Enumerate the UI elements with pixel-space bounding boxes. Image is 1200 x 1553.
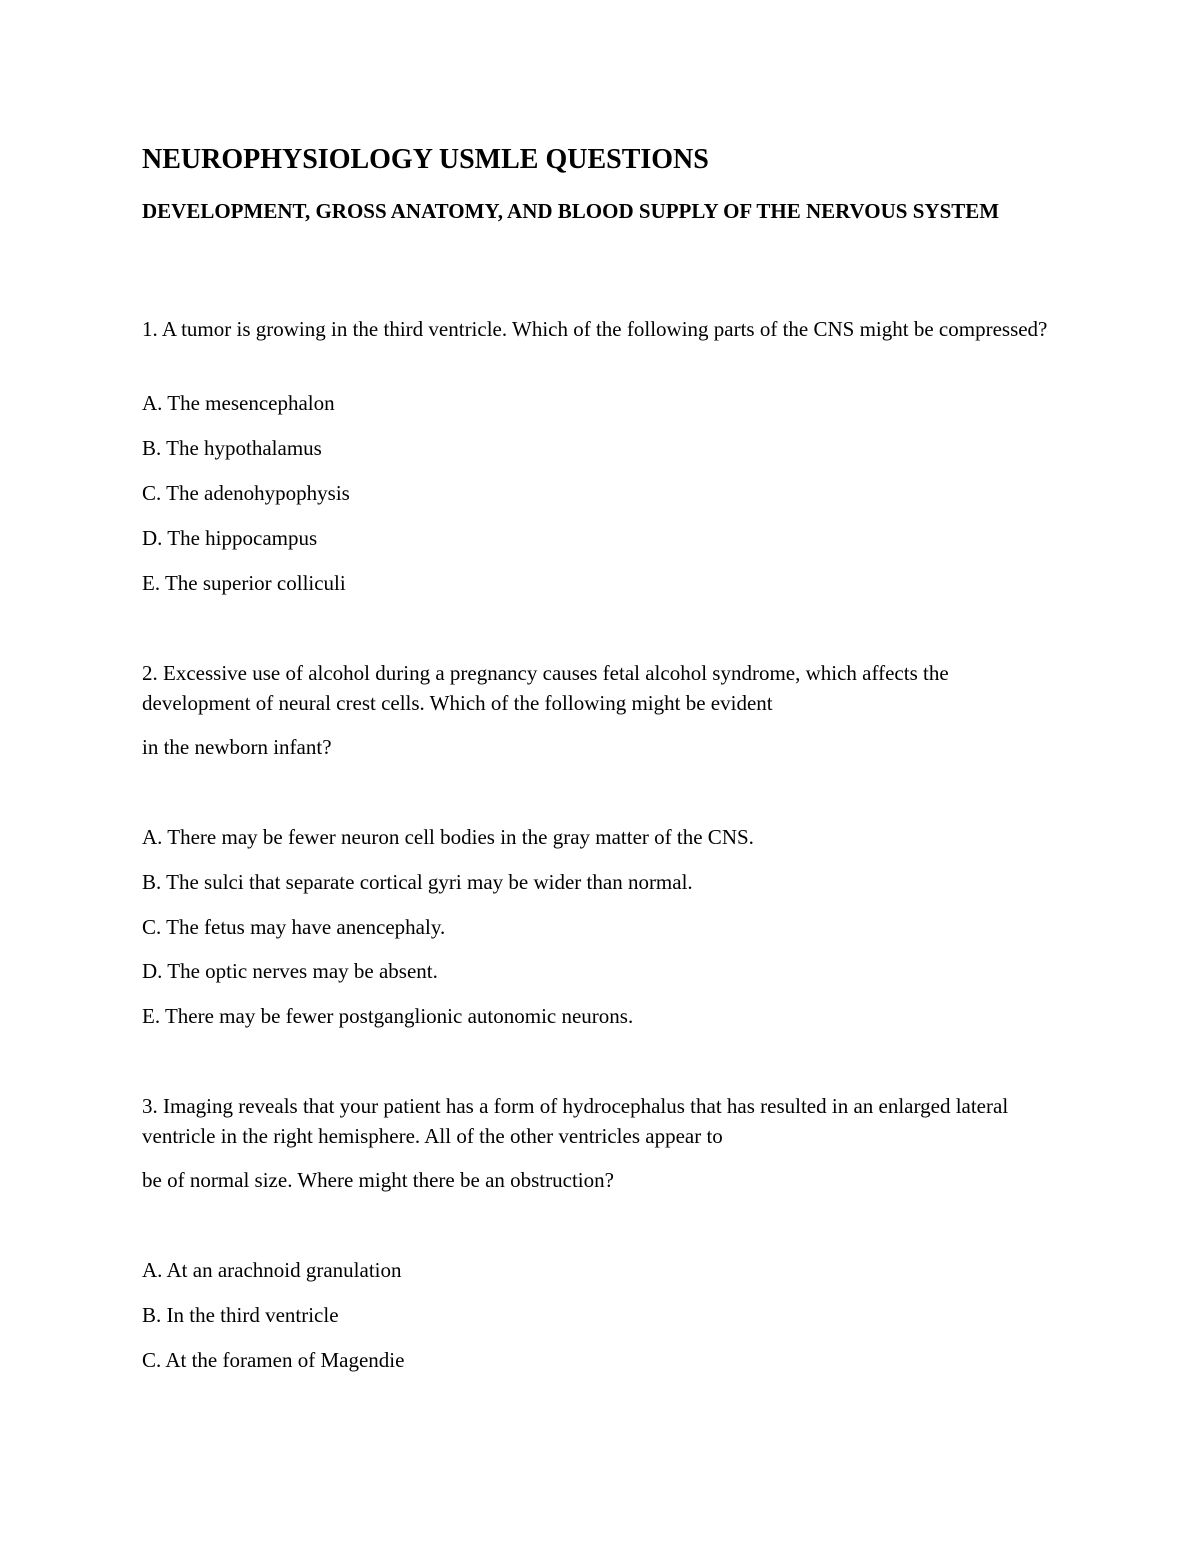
question-2-stem: 2. Excessive use of alcohol during a pregnancy causes fetal alcohol syndrome, which affects the development of neural crest cells. Which of the following might be evident — [142, 661, 949, 715]
question-3-stem-continued: be of normal size. Where might there be an obstruction? — [142, 1168, 614, 1192]
question-1-stem: 1. A tumor is growing in the third ventricle. Which of the following parts of the CNS might be compressed? — [142, 317, 1048, 341]
question-2-option-b: B. The sulci that separate cortical gyri may be wider than normal. — [142, 870, 693, 894]
document-subtitle: DEVELOPMENT, GROSS ANATOMY, AND BLOOD SUPPLY OF THE NERVOUS SYSTEM — [142, 199, 1000, 223]
question-3-stem: 3. Imaging reveals that your patient has a form of hydrocephalus that has resulted in an enlarged lateral ventricle in the right hemisphere. All of the other ventricles appear to — [142, 1094, 1009, 1148]
question-2-stem-continued: in the newborn infant? — [142, 735, 332, 759]
document-title: NEUROPHYSIOLOGY USMLE QUESTIONS — [142, 144, 709, 175]
question-1-option-e: E. The superior colliculi — [142, 571, 346, 595]
question-1-option-d: D. The hippocampus — [142, 526, 318, 550]
question-3-option-b: B. In the third ventricle — [142, 1303, 339, 1327]
question-2-option-c: C. The fetus may have anencephaly. — [142, 915, 446, 939]
question-2-option-a: A. There may be fewer neuron cell bodies in the gray matter of the CNS. — [142, 825, 754, 849]
question-2-option-d: D. The optic nerves may be absent. — [142, 959, 438, 983]
question-3-option-c: C. At the foramen of Magendie — [142, 1348, 405, 1372]
question-1-option-a: A. The mesencephalon — [142, 391, 335, 415]
question-2-option-e: E. There may be fewer postganglionic autonomic neurons. — [142, 1004, 634, 1028]
question-1-option-c: C. The adenohypophysis — [142, 481, 350, 505]
question-3-option-a: A. At an arachnoid granulation — [142, 1258, 402, 1282]
question-1-option-b: B. The hypothalamus — [142, 436, 322, 460]
